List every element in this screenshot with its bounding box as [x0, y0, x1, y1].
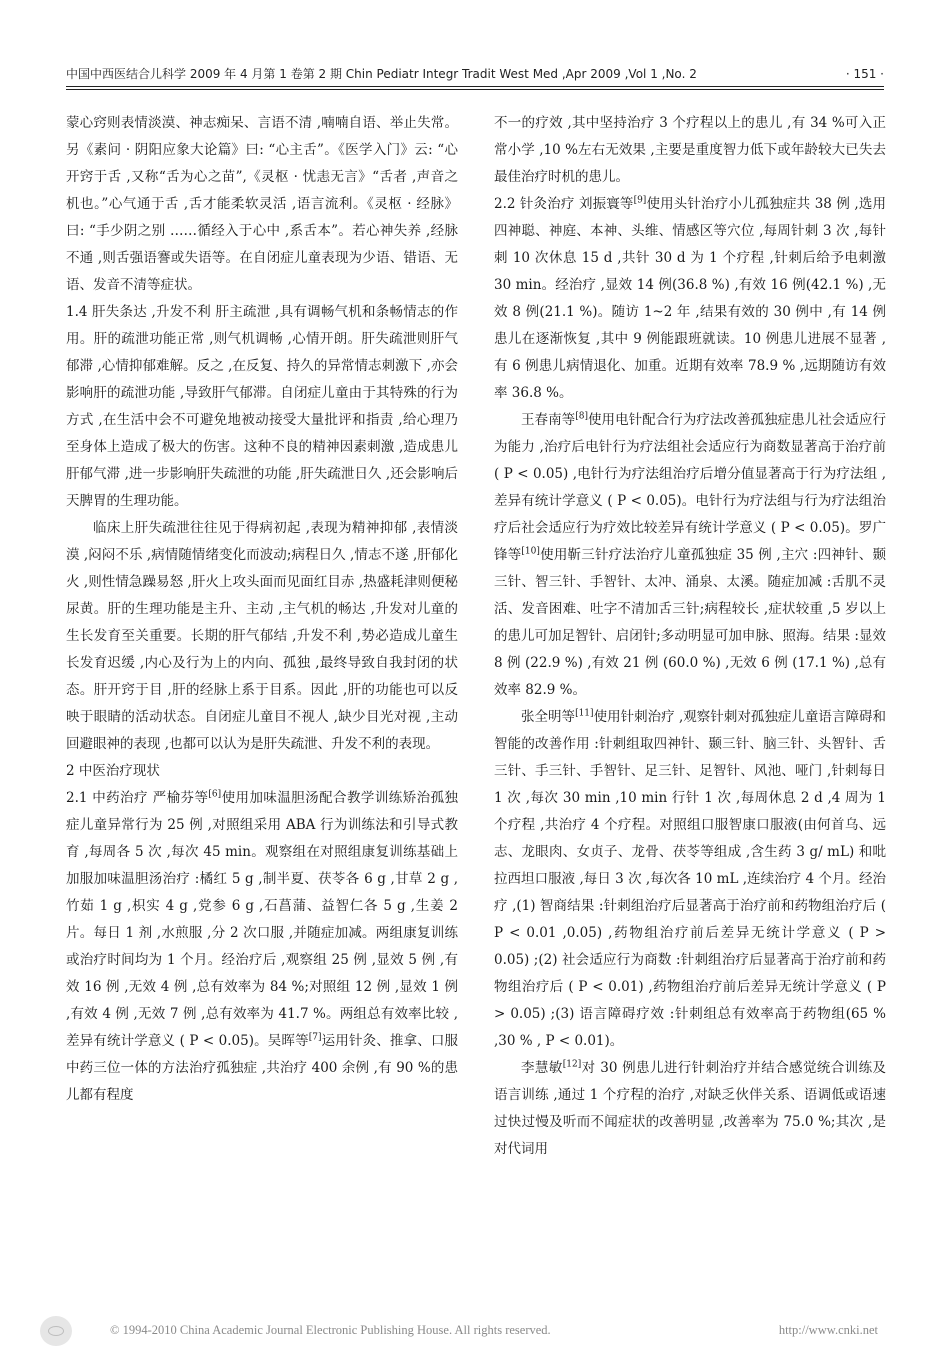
publisher-logo-icon: [40, 1316, 72, 1346]
paragraph: 蒙心窍则表情淡漠、神志痴呆、言语不清 ,喃喃自语、举止失常。另《素问 · 阴阳应象大论篇》曰: “心主舌”。《医学入门》云: “心开窍于舌 ,又称“舌为心之苗”,《灵枢 · 忧恚无言》“舌者 ,声音之机也。”心气通于舌 ,舌才能柔软灵活 ,语言流利。《灵枢 · 经脉》曰: “手少阴之别 ……循经入于心中 ,系舌本”。若心神失养 ,经脉不通 ,则舌强语謇或失语等。在自闭症儿童表现为少语、错语、无语、发音不清等症状。: [66, 115, 458, 293]
citation-ref[interactable]: [6]: [208, 789, 222, 800]
section-2-2: 2.2 针灸治疗 刘振寰等[9]使用头针治疗小儿孤独症共 38 例 ,选用四神聪、神庭、本神、头维、情感区等穴位 ,每周针刺 3 次 ,每针刺 10 次休息 15 d ,共针 30 d 为 1 个疗程 ,针刺后给予电刺激 30 min。经治疗 ,显效 14 例(36.8 %) ,有效 16 例(42.1 %) ,无效 8 例(21.1 %)。随访 1~2 年 ,结果有效的 30 例中 ,有 14 例患儿在逐渐恢复 ,其中 9 例能跟班就读。10 例患儿进展不显著 ,有 6 例患儿病情退化、加重。近期有效率 78.9 % ,远期随访有效率 36.8 %。: [494, 195, 887, 401]
paragraph: 王春南等[8]使用电针配合行为疗法改善孤独症患儿社会适应行为能力 ,治疗后电针行为疗法组社会适应行为商数显著高于治疗前 ( P < 0.05) ,电针行为疗法组治疗后增分值显著高于行为疗法组 ,差异有统计学意义 ( P < 0.05)。电针行为疗法组与行为疗法组治疗后社会适应行为疗效比较差异有统计学意义 ( P < 0.05)。罗广锋等[10]使用靳三针疗法治疗儿童孤独症 35 例 ,主穴 :四神针、颞三针、智三针、手智针、太冲、涌泉、太溪。随症加减 :舌肌不灵活、发音困难、吐字不清加舌三针;病程较长 ,症状较重 ,5 岁以上的患儿可加足智针、启闭针;多动明显可加申脉、照海。结果 :显效 8 例 (22.9 %) ,有效 21 例 (60.0 %) ,无效 6 例 (17.1 %) ,总有效率 82.9 %。: [494, 411, 887, 698]
section-heading: 2.1 中药治疗: [66, 790, 148, 806]
citation-ref[interactable]: [7]: [308, 1032, 322, 1043]
citation-ref[interactable]: [11]: [575, 708, 594, 719]
citation-ref[interactable]: [10]: [521, 546, 540, 557]
section-1-4: [66, 299, 458, 515]
citation-ref[interactable]: [9]: [633, 195, 647, 206]
paragraph: 不一的疗效 ,其中坚持治疗 3 个疗程以上的患儿 ,有 34 %可入正常小学 ,10 %左右无效果 ,主要是重度智力低下或年龄较大已失去最佳治疗时机的患儿。: [494, 115, 886, 185]
section-heading: 1.4 肝失条达 ,升发不利: [66, 304, 212, 320]
section-2-1: 2.1 中药治疗 严榆芬等[6]使用加味温胆汤配合教学训练矫治孤独症儿童异常行为 25 例 ,对照组采用 ABA 行为训练法和引导式教育 ,每周各 5 次 ,每次 45 min。观察组在对照组康复训练基础上加服加味温胆汤治疗 :橘红 5 g ,制半夏、茯苓各 6 g ,甘草 2 g ,竹茹 1 g ,枳实 4 g ,党参 6 g ,石菖蒲、益智仁各 5 g ,生姜 2 片。每日 1 剂 ,水煎服 ,分 2 次口服 ,并随症加减。两组康复训练或治疗时间均为 1 个月。经治疗后 ,观察组 25 例 ,显效 5 例 ,有效 16 例 ,无效 4 例 ,总有效率为 84 %;对照组 12 例 ,显效 1 例 ,有效 4 例 ,无效 7 例 ,总有效率为 41.7 %。两组总有效率比较 ,差异有统计学意义 ( P < 0.05)。吴晖等[7]运用针灸、推拿、口服中药三位一体的方法治疗孤独症 ,共治疗 400 余例 ,有 90 %的患儿都有程度: [66, 789, 459, 1103]
paragraph: 临床上肝失疏泄往往见于得病初起 ,表现为精神抑郁 ,表情淡漠 ,闷闷不乐 ,病情随情绪变化而波动;病程日久 ,情志不遂 ,肝郁化火 ,则性情急躁易怒 ,肝火上攻头面而见面红目赤 ,热盛耗津则便秘尿黄。肝的生理功能是主升、主动 ,主气机的畅达 ,升发对儿童的生长发育至关重要。长期的肝气郁结 ,升发不利 ,势必造成儿童生长发育迟缓 ,内心及行为上的内向、孤独 ,最终导致自我封闭的状态。肝开窍于目 ,肝的经脉上系于目系。因此 ,肝的功能也可以反映于眼睛的活动状态。自闭症儿童目不视人 ,缺少目光对视 ,主动回避眼神的表现 ,也都可以认为是肝失疏泄、升发不利的表现。: [66, 520, 458, 752]
header-rule-thin: [66, 89, 884, 90]
citation-ref[interactable]: [8]: [575, 411, 588, 422]
section-text: 肝主疏泄 ,具有调畅气机和条畅情志的作用。肝的疏泄功能正常 ,则气机调畅 ,心情开朗。肝失疏泄则肝气郁滞 ,心情抑郁难解。反之 ,在反复、持久的异常情志刺激下 ,亦会影响肝的疏泄功能 ,导致肝气郁滞。自闭症儿童由于其特殊的行为方式 ,在生活中会不可避免地被动接受大量批评和指责 ,给心理乃至身体上造成了极大的伤害。这种不良的精神因素刺激 ,造成患儿肝郁气滞 ,进一步影响肝失疏泄的功能 ,肝失疏泄日久 ,还会影响后天脾胃的生理功能。: [66, 304, 459, 509]
copyright-notice: © 1994-2010 China Academic Journal Electronic Publishing House. All rights reserved.: [110, 1323, 551, 1337]
citation-ref[interactable]: [12]: [562, 1059, 582, 1070]
paragraph: 张全明等[11]使用针刺治疗 ,观察针刺对孤独症儿童语言障碍和智能的改善作用 :针刺组取四神针、颞三针、脑三针、头智针、舌三针、手三针、手智针、足三针、足智针、风池、哑门 ,针刺每日 1 次 ,每次 30 min ,10 min 行针 1 次 ,每周休息 2 d ,4 周为 1 个疗程 ,共治疗 4 个疗程。对照组口服智康口服液(由何首乌、远志、龙眼肉、女贞子、龙骨、茯苓等组成 ,含生药 3 g/ mL) 和吡拉西坦口服液 ,每日 3 次 ,每次各 10 mL ,连续治疗 4 个月。经治疗 ,(1) 智商结果 :针刺组治疗后显著高于治疗前和药物组治疗后 ( P < 0.01 ,0.05) ,药物组治疗前后差异无统计学意义 ( P > 0.05) ;(2) 社会适应行为商数 :针刺组治疗后显著高于治疗前和药物组治疗后 ( P < 0.01) ,药物组治疗前后差异无统计学意义 ( P > 0.05) ;(3) 语言障碍疗效 :针刺组总有效率高于药物组(65 % ,30 % , P < 0.01)。: [494, 708, 886, 1049]
header-rule-thick: [66, 86, 884, 87]
left-column: [66, 110, 458, 1109]
right-column: [494, 110, 886, 1163]
journal-citation: 中国中西医结合儿科学 2009 年 4 月第 1 卷第 2 期 Chin Pediatr Integr Tradit West Med ,Apr 2009 ,Vol 1 ,No. 2: [66, 67, 697, 81]
page-number: · 151 ·: [845, 67, 884, 81]
section-heading: 2 中医治疗现状: [66, 763, 160, 779]
paragraph: 李慧敏[12]对 30 例患儿进行针刺治疗并结合感觉统合训练及语言训练 ,通过 1 个疗程的治疗 ,对缺乏伙伴关系、语调低或语速过快过慢及听而不闻症状的改善明显 ,改善率为 75.0 %;其次 ,是对代词用: [494, 1059, 886, 1157]
footer: [40, 1316, 910, 1346]
footer-link[interactable]: http://www.cnki.net: [778, 1323, 878, 1337]
running-header: [66, 66, 884, 82]
section-heading: 2.2 针灸治疗: [494, 196, 575, 212]
